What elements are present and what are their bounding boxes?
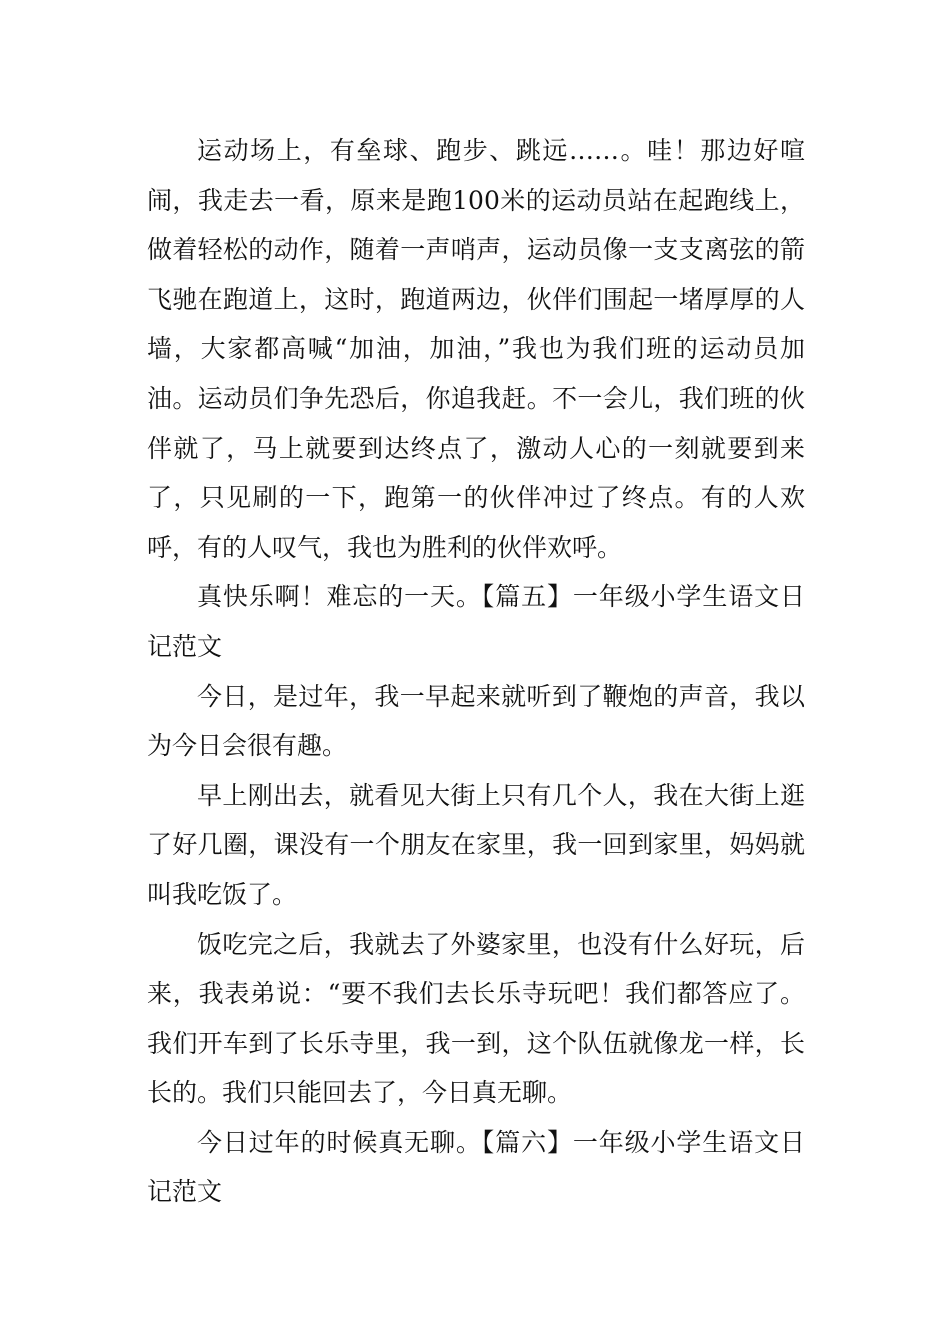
document-body bbox=[147, 126, 805, 1217]
paragraph-happy-day-heading-5: 真快乐啊！难忘的一天。【篇五】一年级小学生语文日记范文 bbox=[147, 582, 805, 661]
paragraph-boring-heading-6: 今日过年的时候真无聊。【篇六】一年级小学生语文日记范文 bbox=[147, 1127, 805, 1207]
paragraph-sports-field: 运动场上，有垒球、跑步、跳远……。哇！那边好喧闹，我走去一看，原来是跑100米的运动员站在起跑线上，做着轻松的动作，随着一声哨声，运动员像一支支离弦的箭飞驰在跑道上，这时，跑道两边，伙伴们围起一堵厚厚的人墙，大家都高喊“加油，加油，”我也为我们班的运动员加油。运动员们争先恐后，你追我赶。不一会儿，我们班的伙伴就了，马上就要到达终点了，激动人心的一刻就要到来了，只见刷的一下，跑第一的伙伴冲过了终点。有的人欢呼，有的人叹气，我也为胜利的伙伴欢呼。 bbox=[147, 136, 805, 562]
paragraph-street: 早上刚出去，就看见大街上只有几个人，我在大街上逛了好几圈，课没有一个朋友在家里，我一回到家里，妈妈就叫我吃饭了。 bbox=[147, 780, 805, 909]
paragraph-new-year-morning: 今日，是过年，我一早起来就听到了鞭炮的声音，我以为今日会很有趣。 bbox=[147, 681, 805, 761]
paragraph-changle-temple: 饭吃完之后，我就去了外婆家里，也没有什么好玩，后来，我表弟说：“要不我们去长乐寺玩吧！我们都答应了。我们开车到了长乐寺里，我一到，这个队伍就像龙一样，长长的。我们只能回去了，今日真无聊。 bbox=[147, 929, 805, 1108]
